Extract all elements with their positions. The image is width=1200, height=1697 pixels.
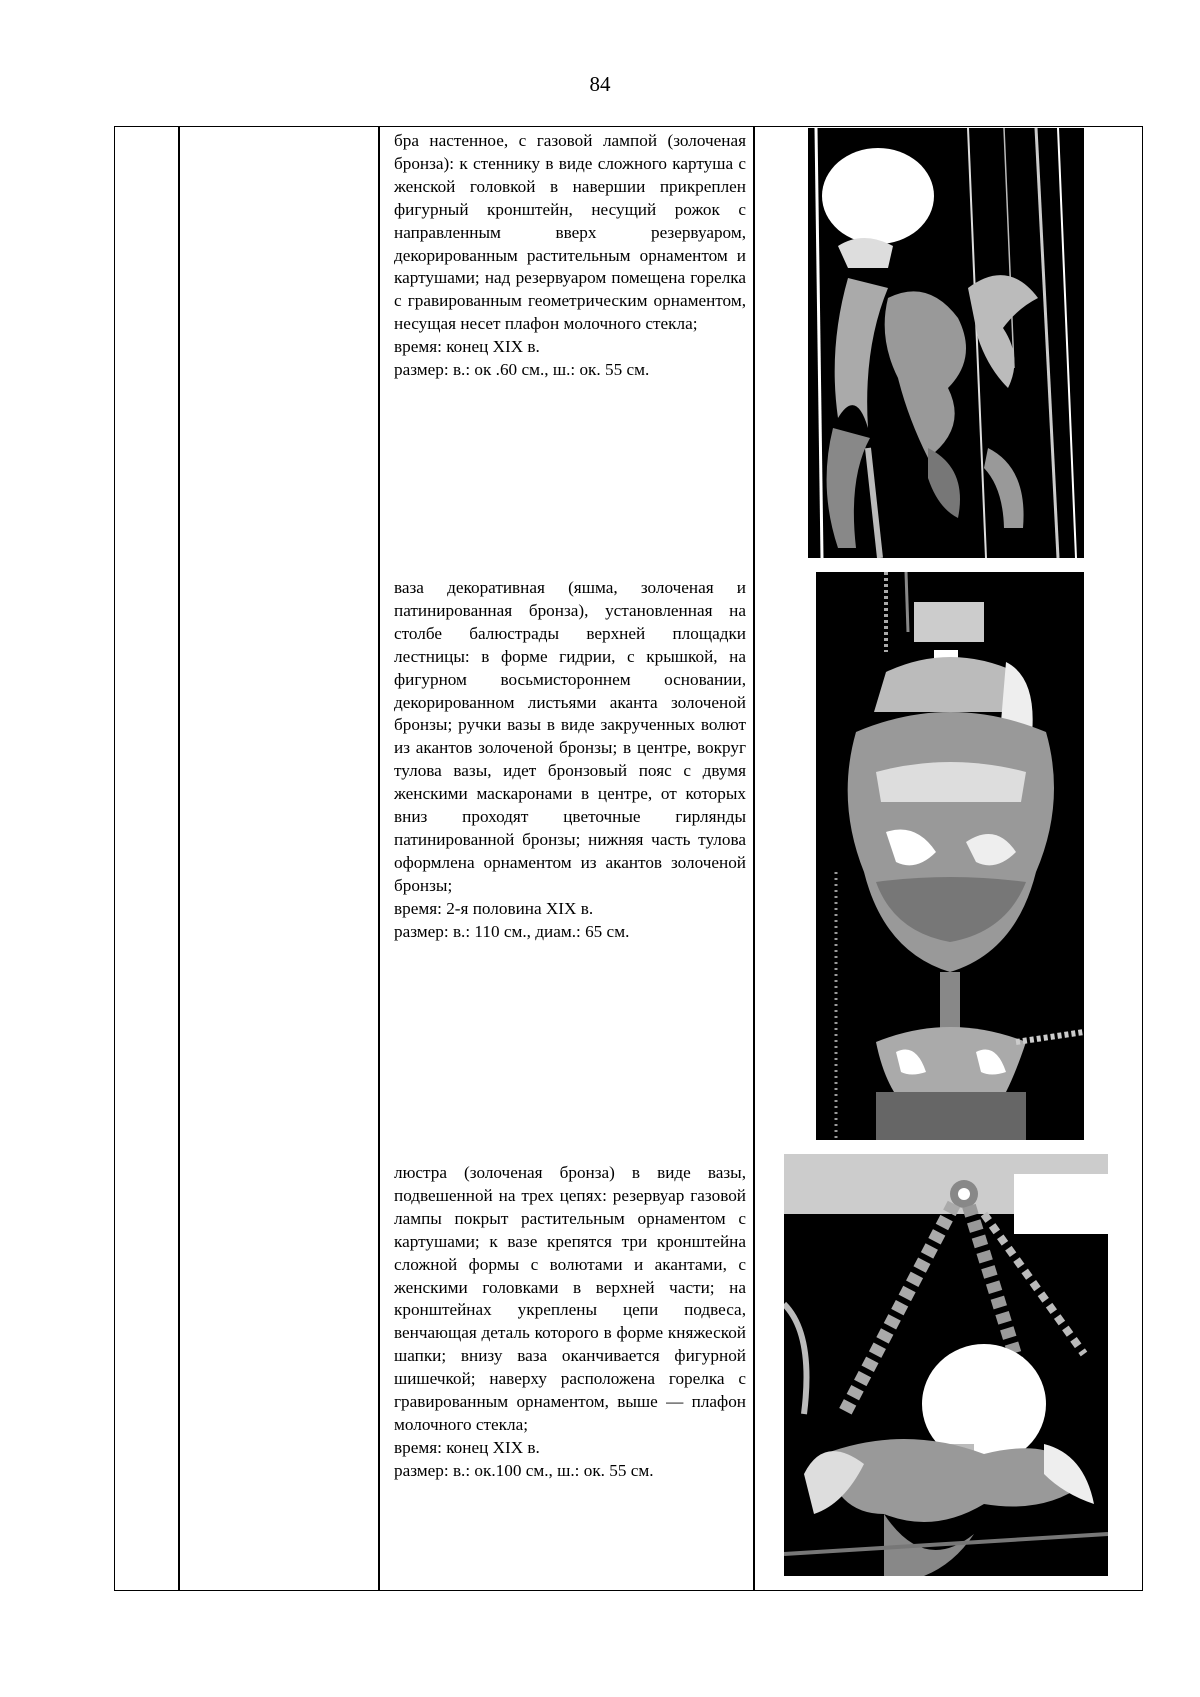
column-divider bbox=[753, 127, 755, 1590]
wall-sconce-photo bbox=[808, 128, 1084, 558]
item-description-text: бра настенное, с газовой лампой (золоченая бронза): к стеннику в виде сложного картуша с женской головкой в навершии прикреплен фигурный кронштейн, несущий рожок с направленным вверх резервуаром, декорированным растительным орнаментом и картушами; над резервуаром помещена горелка с гравированным геометрическим орнаментом, несущая несет плафон молочного стекла; bbox=[394, 131, 746, 334]
item-time: время: конец XIX в. bbox=[394, 1437, 540, 1457]
item-size: размер: в.: ок.100 см., ш.: ок. 55 см. bbox=[394, 1460, 654, 1480]
decorative-vase-photo bbox=[816, 572, 1084, 1140]
item-description-text: люстра (золоченая бронза) в виде вазы, подвешенной на трех цепях: резервуар газовой лампы покрыт растительным орнаментом с картушами; к вазе крепятся три кронштейна сложной формы с волютами и акантами, с женскими головками в верхней части; на кронштейнах укреплены цепи подвеса, венчающая деталь которого в форме княжеской шапки; внизу ваза оканчивается фигурной шишечкой; наверху расположена горелка с гравированным орнаментом, выше — плафон молочного стекла; bbox=[394, 1163, 746, 1434]
item-time: время: конец XIX в. bbox=[394, 337, 540, 357]
page-number: 84 bbox=[589, 72, 611, 96]
item-description-sconce bbox=[394, 130, 746, 382]
item-description-chandelier bbox=[394, 1162, 746, 1483]
column-divider bbox=[178, 127, 180, 1590]
item-size: размер: в.: 110 см., диам.: 65 см. bbox=[394, 921, 630, 941]
column-divider bbox=[378, 127, 380, 1590]
chandelier-photo bbox=[784, 1154, 1108, 1576]
item-size: размер: в.: ок .60 см., ш.: ок. 55 см. bbox=[394, 360, 650, 380]
item-description-text: ваза декоративная (яшма, золоченая и патинированная бронза), установленная на столбе балюстрады верхней площадки лестницы: в форме гидрии, с крышкой, на фигурном восьмистороннем основании, декорированном листьями аканта золоченой бронзы; ручки вазы в виде закрученных волют из акантов золоченой бронзы; в центре, вокруг тулова вазы, идет бронзовый пояс с двумя женскими маскаронами в центре, от которых вниз проходят цветочные гирлянды патинированной бронзы; нижняя часть тулова оформлена орнаментом из акантов золоченой бронзы; bbox=[394, 578, 746, 895]
item-description-vase bbox=[394, 577, 746, 944]
item-time: время: 2-я половина XIX в. bbox=[394, 898, 594, 918]
